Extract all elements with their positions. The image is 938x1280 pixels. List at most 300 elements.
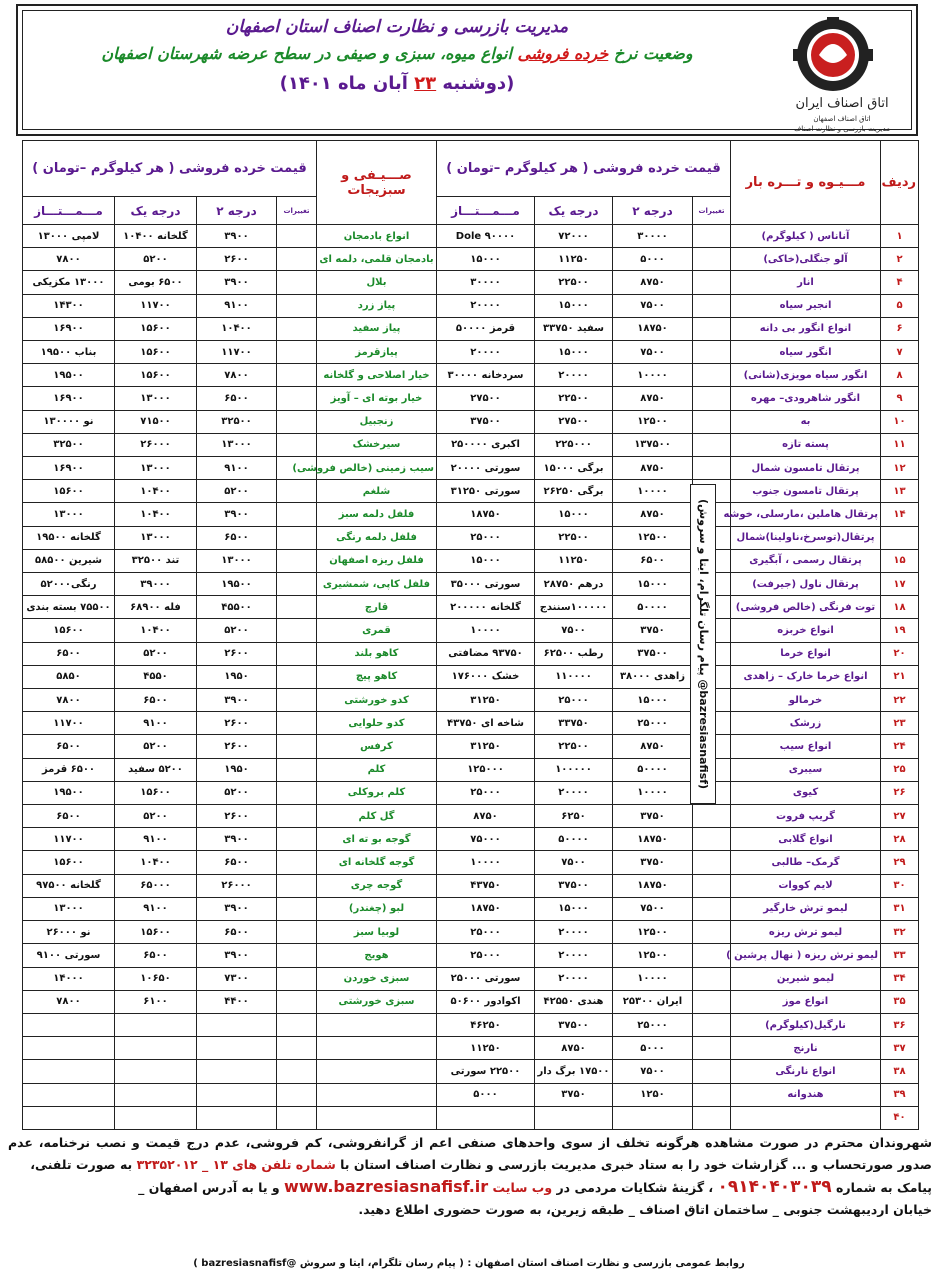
fruit-grade2-cell: ۱۰۰۰۰ [613, 781, 693, 804]
row-number-cell: ۴۰ [881, 1106, 919, 1129]
veg-premium-cell: نو ۱۳۰۰۰۰ [23, 410, 115, 433]
fruit-grade1-cell: ۲۲۵۰۰ [535, 526, 613, 549]
fruit-name-cell: هندوانه [731, 1083, 881, 1106]
veg-premium-cell: ۱۴۳۰۰ [23, 294, 115, 317]
fruit-name-cell [731, 1106, 881, 1129]
fruit-name-cell: انواع خربزه [731, 619, 881, 642]
fruit-grade1-cell: ۸۷۵۰ [535, 1037, 613, 1060]
veg-premium-cell [23, 1037, 115, 1060]
footer-text-2-end: و یا به آدرس اصفهان _ [138, 1180, 285, 1195]
row-number-cell: ۳۳ [881, 944, 919, 967]
row-number-cell: ۲۴ [881, 735, 919, 758]
row-number-cell: ۱۰ [881, 410, 919, 433]
veg-changes-cell [277, 341, 317, 364]
fruit-premium-cell: ۲۰۰۰۰ [437, 341, 535, 364]
fruit-grade2-cell: ۸۷۵۰ [613, 457, 693, 480]
veg-changes-cell [277, 248, 317, 271]
fruit-name-cell: زرشک [731, 712, 881, 735]
table-row [23, 805, 919, 828]
fruit-grade1-cell: ۷۲۰۰۰ [535, 225, 613, 248]
veg-changes-cell [277, 712, 317, 735]
veg-grade2-cell: ۳۹۰۰ [197, 828, 277, 851]
footer-address: خیابان اردیبهشت جنوبی _ ساختمان اتاق اصناف _ طبقه زیرین، به صورت حضوری اطلاع دهید. [358, 1202, 932, 1217]
fruit-changes-cell [693, 1060, 731, 1083]
fruit-grade2-cell: ۱۲۵۰۰ [613, 921, 693, 944]
veg-group-header: صـــیـفی و سبزیجات [317, 141, 437, 225]
veg-grade1-cell: ۹۱۰۰ [115, 712, 197, 735]
fruit-grade2-cell: ۱۲۵۰۰ [613, 526, 693, 549]
veg-premium-cell [23, 1060, 115, 1083]
veg-grade2-cell: ۳۹۰۰ [197, 897, 277, 920]
fruit-grade1-cell: ۱۵۰۰۰ [535, 341, 613, 364]
fruit-grade1-cell: ۱۰۰۰۰۰ [535, 758, 613, 781]
veg-premium-cell: گلخانه ۱۹۵۰۰ [23, 526, 115, 549]
footer-contact: روابط عمومی بازرسی و نظارت اصناف استان اصفهان : ( پیام رسان تلگرام، ایتا و سروش @bazresiasnafisf ) [193, 1258, 745, 1269]
veg-name-cell: سبزی خوردن [317, 967, 437, 990]
fruit-grade2-cell: ۵۰۰۰۰ [613, 596, 693, 619]
fruit-premium-cell: ۲۲۵۰۰ سورتی [437, 1060, 535, 1083]
fruit-changes-cell [693, 294, 731, 317]
fruit-premium-cell: ۳۷۵۰۰ [437, 410, 535, 433]
fruit-changes-cell [693, 248, 731, 271]
veg-grade1-cell: ۳۹۰۰۰ [115, 573, 197, 596]
table-row [23, 897, 919, 920]
table-row [23, 596, 919, 619]
fruit-changes-header: تغییرات [693, 197, 731, 225]
fruit-premium-cell: ۱۵۰۰۰ [437, 248, 535, 271]
veg-grade2-cell: ۳۹۰۰ [197, 225, 277, 248]
veg-grade2-cell: ۳۹۰۰ [197, 689, 277, 712]
fruit-grade1-cell: ۱۵۰۰۰ [535, 294, 613, 317]
veg-name-cell: کلم [317, 758, 437, 781]
veg-premium-cell: ۷۸۰۰ [23, 990, 115, 1013]
row-number-cell: ۳۲ [881, 921, 919, 944]
table-row [23, 225, 919, 248]
fruit-grade1-cell: ۲۲۵۰۰ [535, 387, 613, 410]
table-row [23, 874, 919, 897]
fruit-grade1-cell: ۳۷۵۰۰ [535, 1013, 613, 1036]
price-table-body [23, 225, 919, 1130]
fruit-name-cell: پرتقال هاملین ،مارسلی، خوشه [731, 503, 881, 526]
row-number-cell: ۳۰ [881, 874, 919, 897]
fruit-grade1-cell: ۲۰۰۰۰ [535, 921, 613, 944]
veg-grade1-cell [115, 1060, 197, 1083]
fruit-name-cell: لیمو شیرین [731, 967, 881, 990]
veg-grade1-cell: ۱۰۴۰۰ [115, 503, 197, 526]
fruit-name-cell: انجیر سیاه [731, 294, 881, 317]
fruit-grade2-cell: ۵۰۰۰۰ [613, 758, 693, 781]
veg-name-cell: بلال [317, 271, 437, 294]
veg-changes-cell [277, 735, 317, 758]
veg-grade2-cell: ۷۸۰۰ [197, 364, 277, 387]
veg-grade2-cell [197, 1083, 277, 1106]
fruit-changes-cell [693, 921, 731, 944]
row-number-cell: ۷ [881, 341, 919, 364]
col-row-header: ردیف [881, 141, 919, 225]
fruit-grade1-cell: سفید ۳۳۷۵۰ [535, 317, 613, 340]
veg-premium-cell: ۱۶۹۰۰ [23, 387, 115, 410]
subtitle-highlight: خرده فروشی [517, 44, 609, 63]
fruit-name-cell: انواع خرما [731, 642, 881, 665]
fruit-changes-cell [693, 364, 731, 387]
fruit-premium-cell: ۱۰۰۰۰ [437, 851, 535, 874]
fruit-grade1-header: درجه یک [535, 197, 613, 225]
veg-name-cell: گل کلم [317, 805, 437, 828]
fruit-premium-cell: قرمز ۵۰۰۰۰ [437, 317, 535, 340]
veg-changes-cell [277, 874, 317, 897]
veg-changes-cell [277, 967, 317, 990]
fruit-grade2-cell: ۲۵۰۰۰ [613, 1013, 693, 1036]
fruit-name-cell: لیمو ترش خارگیر [731, 897, 881, 920]
veg-changes-cell [277, 480, 317, 503]
veg-grade1-cell: ۶۵۰۰ بومی [115, 271, 197, 294]
table-row [23, 619, 919, 642]
veg-grade1-cell: ۹۱۰۰ [115, 897, 197, 920]
veg-name-cell: کلم بروکلی [317, 781, 437, 804]
fruit-premium-cell: شاخه ای ۴۳۷۵۰ [437, 712, 535, 735]
fruit-grade1-cell: ۷۵۰۰ [535, 851, 613, 874]
row-number-cell: ۲۹ [881, 851, 919, 874]
fruit-grade2-cell: ۳۷۵۰ [613, 805, 693, 828]
fruit-grade1-cell: ۱۱۲۵۰ [535, 248, 613, 271]
fruit-premium-cell: Dole ۹۰۰۰۰ [437, 225, 535, 248]
veg-grade1-cell: گلخانه ۱۰۴۰۰ [115, 225, 197, 248]
veg-premium-cell [23, 1083, 115, 1106]
veg-grade2-cell: ۱۳۰۰۰ [197, 433, 277, 456]
row-number-cell: ۱۸ [881, 596, 919, 619]
table-row [23, 689, 919, 712]
row-number-cell: ۱۹ [881, 619, 919, 642]
table-row [23, 294, 919, 317]
fruit-name-cell: نارگیل(کیلوگرم) [731, 1013, 881, 1036]
date-post: آبان ماه ۱۴۰۱) [279, 73, 415, 94]
fruit-grade1-cell: برگی ۱۵۰۰۰ [535, 457, 613, 480]
veg-premium-cell: ۶۵۰۰ [23, 805, 115, 828]
veg-name-cell: گوجه چری [317, 874, 437, 897]
veg-name-cell: گوجه گلخانه ای [317, 851, 437, 874]
veg-premium-cell: ۱۱۷۰۰ [23, 712, 115, 735]
table-row [23, 549, 919, 572]
date-day: ۲۳ [414, 73, 437, 94]
fruit-name-cell: پرتقال ناول (جیرفت) [731, 573, 881, 596]
veg-grade2-header: درجه ۲ [197, 197, 277, 225]
veg-grade1-cell: تند ۳۲۵۰۰ [115, 549, 197, 572]
table-row [23, 480, 919, 503]
fruit-name-cell: لیمو ترش ریزه [731, 921, 881, 944]
row-number-cell: ۳۱ [881, 897, 919, 920]
row-number-cell: ۳۶ [881, 1013, 919, 1036]
veg-grade2-cell: ۶۵۰۰ [197, 921, 277, 944]
veg-name-cell: فلفل ریزه اصفهان [317, 549, 437, 572]
veg-changes-cell [277, 317, 317, 340]
veg-premium-cell: ۷۵۵۰۰ بسته بندی [23, 596, 115, 619]
fruit-grade2-cell: ۵۰۰۰ [613, 1037, 693, 1060]
table-row [23, 828, 919, 851]
fruit-grade2-cell: ۱۰۰۰۰ [613, 967, 693, 990]
veg-name-cell [317, 1060, 437, 1083]
veg-grade1-cell: ۱۳۰۰۰ [115, 387, 197, 410]
veg-premium-cell: ۱۵۶۰۰ [23, 619, 115, 642]
veg-grade1-cell: ۱۵۶۰۰ [115, 364, 197, 387]
fruit-name-cell: پرتقال تامسون شمال [731, 457, 881, 480]
table-row [23, 387, 919, 410]
row-number-cell: ۱۵ [881, 549, 919, 572]
fruit-premium-cell: ۲۷۵۰۰ [437, 387, 535, 410]
veg-grade1-cell: ۶۵۰۰ [115, 689, 197, 712]
veg-changes-cell [277, 944, 317, 967]
veg-name-cell: سبزی خورشتی [317, 990, 437, 1013]
veg-premium-cell: ۱۵۶۰۰ [23, 851, 115, 874]
veg-changes-cell [277, 573, 317, 596]
fruit-grade1-cell: ۱۱۲۵۰ [535, 549, 613, 572]
table-row [23, 1037, 919, 1060]
veg-premium-cell: ۷۸۰۰ [23, 248, 115, 271]
veg-premium-cell: ۱۱۷۰۰ [23, 828, 115, 851]
fruit-grade1-cell [535, 1106, 613, 1129]
fruit-premium-cell: ۲۵۰۰۰ [437, 781, 535, 804]
fruit-grade2-cell: ۲۵۰۰۰ [613, 712, 693, 735]
veg-grade2-cell: ۴۵۵۰۰ [197, 596, 277, 619]
veg-grade1-cell: ۱۳۰۰۰ [115, 457, 197, 480]
veg-grade1-cell: ۱۰۶۵۰ [115, 967, 197, 990]
veg-name-cell [317, 1037, 437, 1060]
fruit-grade1-cell: ۶۲۵۰ [535, 805, 613, 828]
fruit-grade1-cell: ۲۲۵۰۰ [535, 271, 613, 294]
fruit-name-cell: انواع سیب [731, 735, 881, 758]
veg-name-cell: لوبیا سبز [317, 921, 437, 944]
fruit-name-cell: انگور شاهرودی– مهره [731, 387, 881, 410]
veg-grade2-cell: ۱۰۴۰۰ [197, 317, 277, 340]
fruit-changes-cell [693, 1037, 731, 1060]
veg-grade1-cell [115, 1083, 197, 1106]
veg-grade2-cell: ۷۳۰۰ [197, 967, 277, 990]
footer-notice [8, 1132, 932, 1221]
veg-name-cell: کرفس [317, 735, 437, 758]
fruit-grade2-cell: ایران ۲۵۳۰۰ [613, 990, 693, 1013]
veg-name-cell: سیب زمینی (خالص فروشی) [317, 457, 437, 480]
veg-name-cell: پیازقرمز [317, 341, 437, 364]
veg-premium-cell: ۱۹۵۰۰ [23, 781, 115, 804]
fruit-grade1-cell: ۱۷۵۰۰ برگ دار [535, 1060, 613, 1083]
fruit-grade1-cell: رطب ۶۲۵۰۰ [535, 642, 613, 665]
table-row [23, 503, 919, 526]
fruit-changes-cell [693, 805, 731, 828]
footer-sms-label: پیامک به شماره [831, 1180, 932, 1195]
veg-grade1-cell: ۱۵۶۰۰ [115, 921, 197, 944]
row-number-cell: ۴ [881, 271, 919, 294]
fruit-grade1-cell: ۱۵۰۰۰ [535, 897, 613, 920]
veg-price-header: قیمت خرده فروشی ( هر کیلوگرم –تومان ) [23, 141, 317, 197]
table-row [23, 642, 919, 665]
fruit-name-cell: توت فرنگی (خالص فروشی) [731, 596, 881, 619]
veg-changes-cell [277, 665, 317, 688]
fruit-grade2-cell: ۱۸۷۵۰ [613, 317, 693, 340]
veg-premium-cell: ۱۶۹۰۰ [23, 457, 115, 480]
row-number-cell: ۱۴ [881, 503, 919, 526]
veg-grade1-cell: ۱۵۶۰۰ [115, 781, 197, 804]
veg-premium-cell: ۱۹۵۰۰ [23, 364, 115, 387]
veg-changes-cell [277, 503, 317, 526]
fruit-premium-cell: سورتی ۳۵۰۰۰ [437, 573, 535, 596]
fruit-grade1-cell: درهم ۲۸۷۵۰ [535, 573, 613, 596]
fruit-name-cell: پسته تازه [731, 433, 881, 456]
fruit-grade1-cell: ۲۲۵۰۰ [535, 735, 613, 758]
fruit-premium-cell: خشک ۱۷۶۰۰۰ [437, 665, 535, 688]
fruit-name-cell: لایم کووات [731, 874, 881, 897]
veg-grade2-cell: ۹۱۰۰ [197, 457, 277, 480]
veg-premium-cell: ۳۲۵۰۰ [23, 433, 115, 456]
table-row [23, 1060, 919, 1083]
fruit-changes-cell [693, 874, 731, 897]
veg-grade2-cell: ۲۶۰۰۰ [197, 874, 277, 897]
table-row [23, 944, 919, 967]
fruit-premium-cell: گلخانه ۲۰۰۰۰۰ [437, 596, 535, 619]
veg-grade1-cell: ۶۱۰۰ [115, 990, 197, 1013]
row-number-cell: ۸ [881, 364, 919, 387]
veg-name-cell: لبو (چغندر) [317, 897, 437, 920]
footer-text-1-end: به صورت تلفنی، [30, 1157, 137, 1172]
row-number-cell: ۱۳ [881, 480, 919, 503]
veg-premium-cell: شیرین ۵۸۵۰۰ [23, 549, 115, 572]
veg-premium-cell: ۱۳۰۰۰ [23, 503, 115, 526]
veg-changes-cell [277, 781, 317, 804]
veg-premium-cell: رنگی۵۲۰۰۰ [23, 573, 115, 596]
veg-grade2-cell: ۶۵۰۰ [197, 851, 277, 874]
fruit-premium-cell: ۲۵۰۰۰ [437, 921, 535, 944]
footer-website-link[interactable]: www.bazresiasnafisf.ir [284, 1177, 489, 1196]
row-number-cell: ۲ [881, 248, 919, 271]
fruit-changes-cell [693, 944, 731, 967]
fruit-premium-cell: ۱۸۷۵۰ [437, 503, 535, 526]
fruit-grade1-cell: ۵۰۰۰۰ [535, 828, 613, 851]
fruit-premium-cell: ۳۰۰۰۰ [437, 271, 535, 294]
veg-grade2-cell [197, 1013, 277, 1036]
header-inner [22, 10, 912, 133]
fruit-price-header: قیمت خرده فروشی ( هر کیلوگرم –تومان ) [437, 141, 731, 197]
table-row [23, 364, 919, 387]
veg-premium-cell: ۱۳۰۰۰ [23, 897, 115, 920]
fruit-name-cell: انواع نارنگی [731, 1060, 881, 1083]
row-number-cell: ۹ [881, 387, 919, 410]
veg-changes-cell [277, 828, 317, 851]
fruit-changes-cell [693, 317, 731, 340]
fruit-name-cell: انواع انگور بی دانه [731, 317, 881, 340]
veg-grade2-cell: ۲۶۰۰ [197, 642, 277, 665]
fruit-grade1-cell: ۱۵۰۰۰ [535, 503, 613, 526]
veg-grade2-cell: ۶۵۰۰ [197, 387, 277, 410]
fruit-grade2-cell: ۷۵۰۰ [613, 897, 693, 920]
fruit-grade2-cell: ۱۸۷۵۰ [613, 828, 693, 851]
table-row [23, 921, 919, 944]
veg-changes-cell [277, 526, 317, 549]
table-row [23, 851, 919, 874]
table-row [23, 341, 919, 364]
table-row [23, 433, 919, 456]
veg-grade2-cell: ۶۵۰۰ [197, 526, 277, 549]
row-number-cell: ۲۳ [881, 712, 919, 735]
fruit-grade2-cell: ۸۷۵۰ [613, 503, 693, 526]
veg-grade2-cell: ۲۶۰۰ [197, 735, 277, 758]
fruit-changes-cell [693, 387, 731, 410]
veg-changes-cell [277, 990, 317, 1013]
fruit-grade1-cell: برگی ۲۶۲۵۰ [535, 480, 613, 503]
fruit-grade1-cell: ۲۰۰۰۰ [535, 781, 613, 804]
fruit-changes-cell [693, 897, 731, 920]
fruit-grade1-cell: هندی ۴۲۵۵۰ [535, 990, 613, 1013]
veg-changes-cell [277, 549, 317, 572]
veg-name-cell: قارچ [317, 596, 437, 619]
table-row [23, 712, 919, 735]
veg-grade2-cell: ۵۲۰۰ [197, 619, 277, 642]
page-title: مدیریت بازرسی و نظارت اصناف استان اصفهان [225, 17, 569, 37]
fruit-premium-cell: ۳۱۲۵۰ [437, 735, 535, 758]
veg-grade1-cell: ۵۲۰۰ [115, 735, 197, 758]
veg-changes-cell [277, 596, 317, 619]
row-number-cell: ۲۱ [881, 665, 919, 688]
fruit-premium-cell: ۱۱۲۵۰ [437, 1037, 535, 1060]
fruit-name-cell: انگور سیاه [731, 341, 881, 364]
veg-name-cell: کاهو بلند [317, 642, 437, 665]
fruit-grade2-cell: ۱۵۰۰۰ [613, 573, 693, 596]
veg-premium-cell: ۶۵۰۰ قرمز [23, 758, 115, 781]
veg-grade2-cell [197, 1037, 277, 1060]
veg-changes-cell [277, 387, 317, 410]
table-row [23, 271, 919, 294]
row-number-cell: ۱ [881, 225, 919, 248]
veg-grade2-cell [197, 1060, 277, 1083]
row-number-cell: ۳۹ [881, 1083, 919, 1106]
fruit-name-cell: کیوی [731, 781, 881, 804]
row-number-cell: ۱۱ [881, 433, 919, 456]
fruit-grade2-cell: ۶۵۰۰ [613, 549, 693, 572]
fruit-premium-cell: ۸۷۵۰ [437, 805, 535, 828]
fruit-changes-cell [693, 1013, 731, 1036]
veg-premium-cell: ۱۴۰۰۰ [23, 967, 115, 990]
veg-premium-cell: ۶۵۰۰ [23, 642, 115, 665]
veg-grade2-cell: ۱۳۰۰۰ [197, 549, 277, 572]
row-number-cell: ۱۷ [881, 573, 919, 596]
fruit-grade2-cell: ۷۵۰۰ [613, 294, 693, 317]
veg-premium-cell: نو ۲۶۰۰۰ [23, 921, 115, 944]
row-number-cell: ۲۰ [881, 642, 919, 665]
veg-grade2-cell: ۱۱۷۰۰ [197, 341, 277, 364]
fruit-premium-cell: اکبری ۲۵۰۰۰۰ [437, 433, 535, 456]
fruit-changes-cell [693, 1106, 731, 1129]
table-row [23, 317, 919, 340]
veg-changes-cell [277, 364, 317, 387]
fruit-premium-cell: سورتی ۲۵۰۰۰ [437, 967, 535, 990]
row-number-cell: ۳۸ [881, 1060, 919, 1083]
veg-name-cell: کدو خورشتی [317, 689, 437, 712]
fruit-grade2-cell: ۱۰۰۰۰ [613, 364, 693, 387]
veg-name-cell: گوجه بو ته ای [317, 828, 437, 851]
fruit-grade2-cell: زاهدی ۳۸۰۰۰ [613, 665, 693, 688]
fruit-changes-cell [693, 1083, 731, 1106]
veg-changes-cell [277, 1037, 317, 1060]
veg-name-cell: زنجبیل [317, 410, 437, 433]
fruit-name-cell: آناناس ( کیلوگرم) [731, 225, 881, 248]
fruit-grade2-cell: ۸۷۵۰ [613, 735, 693, 758]
fruit-grade2-cell [613, 1106, 693, 1129]
veg-changes-cell [277, 1106, 317, 1129]
veg-name-cell: انواع بادمجان [317, 225, 437, 248]
veg-name-cell: فلفل دلمه سبز [317, 503, 437, 526]
fruit-changes-cell [693, 433, 731, 456]
fruit-grade1-cell: ۲۲۵۰۰۰ [535, 433, 613, 456]
fruit-grade2-cell: ۱۸۷۵۰ [613, 874, 693, 897]
fruit-changes-cell [693, 271, 731, 294]
veg-name-cell: شلغم [317, 480, 437, 503]
